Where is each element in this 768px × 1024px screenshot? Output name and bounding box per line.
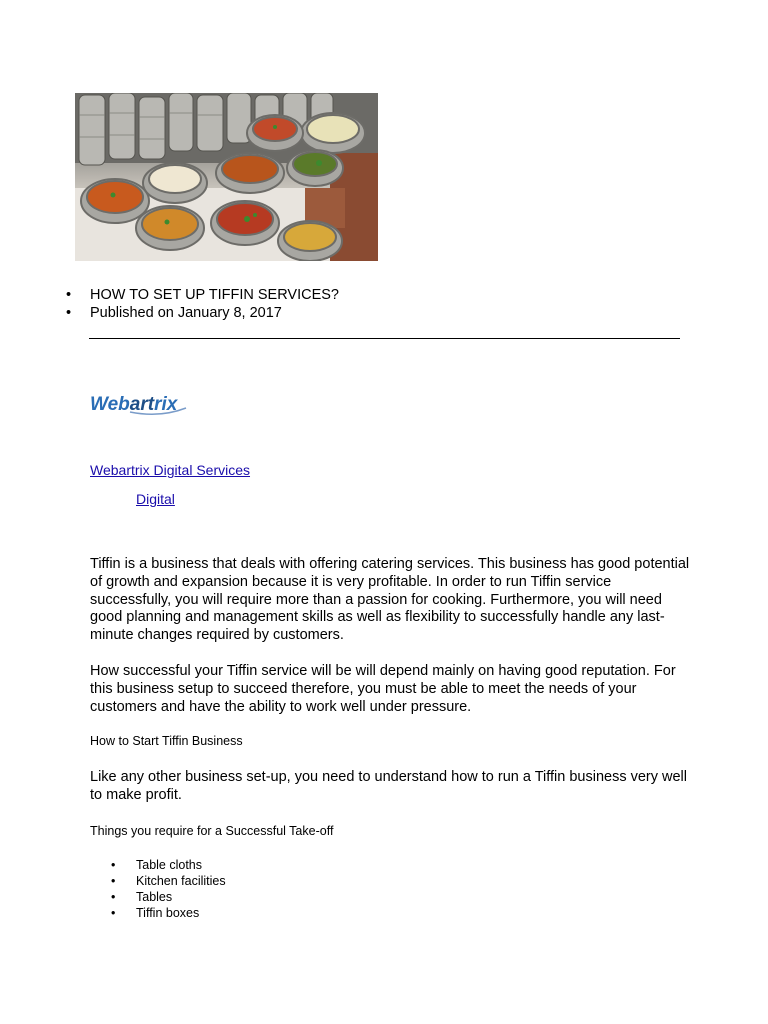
list-item [111,889,226,905]
paragraph-intro: Tiffin is a business that deals with offering catering services. This business has good potential of growth and expansion because it is very profitable. In order to run Tiffin service successfully, you will require more than a passion for cooking. Furthermore, you will need good planning and management skills as well as flexibility to successfully handle any last-minute changes required by customers. [90,556,690,644]
logo-art: art [129,394,155,415]
bullet: • [111,858,116,872]
divider [89,338,680,339]
bullet: • [66,305,72,321]
article-title [66,286,339,304]
heading-how-to-start: How to Start Tiffin Business [90,734,243,748]
tiffin-food-illustration [75,93,378,261]
logo-web: Web [90,394,130,415]
bullet: • [66,287,72,303]
logo-mark [90,388,190,418]
list-item [111,905,226,921]
list-item-text: Tiffin boxes [136,906,200,920]
article-meta-list [66,286,339,322]
article-title-text: HOW TO SET UP TIFFIN SERVICES? [90,287,339,303]
list-item [111,857,226,873]
bullet: • [111,890,116,904]
requirements-list [111,857,226,921]
list-item-text: Table cloths [136,858,203,872]
heading-requirements: Things you require for a Successful Take-off [90,824,334,838]
author-sub-link[interactable]: Digital [136,491,175,507]
list-item-text: Tables [136,890,173,904]
hero-image [75,93,378,261]
author-name-link[interactable]: Webartrix Digital Services [90,462,251,478]
publish-date-text: Published on January 8, 2017 [90,305,282,321]
logo-rix: rix [154,394,178,415]
bullet: • [111,906,116,920]
paragraph-setup: Like any other business set-up, you need to understand how to run a Tiffin business very well to make profit. [90,769,687,803]
list-item-text: Kitchen facilities [136,874,226,888]
webartrix-logo[interactable] [90,388,190,418]
svg-text:Webartrix [90,394,179,415]
publish-date [66,304,339,322]
paragraph-reputation: How successful your Tiffin service will be will depend mainly on having good reputation. For this business setup to succeed therefore, you must be able to meet the needs of your customers and have the ability to work well under pressure. [90,663,676,715]
list-item [111,873,226,889]
bullet: • [111,874,116,888]
